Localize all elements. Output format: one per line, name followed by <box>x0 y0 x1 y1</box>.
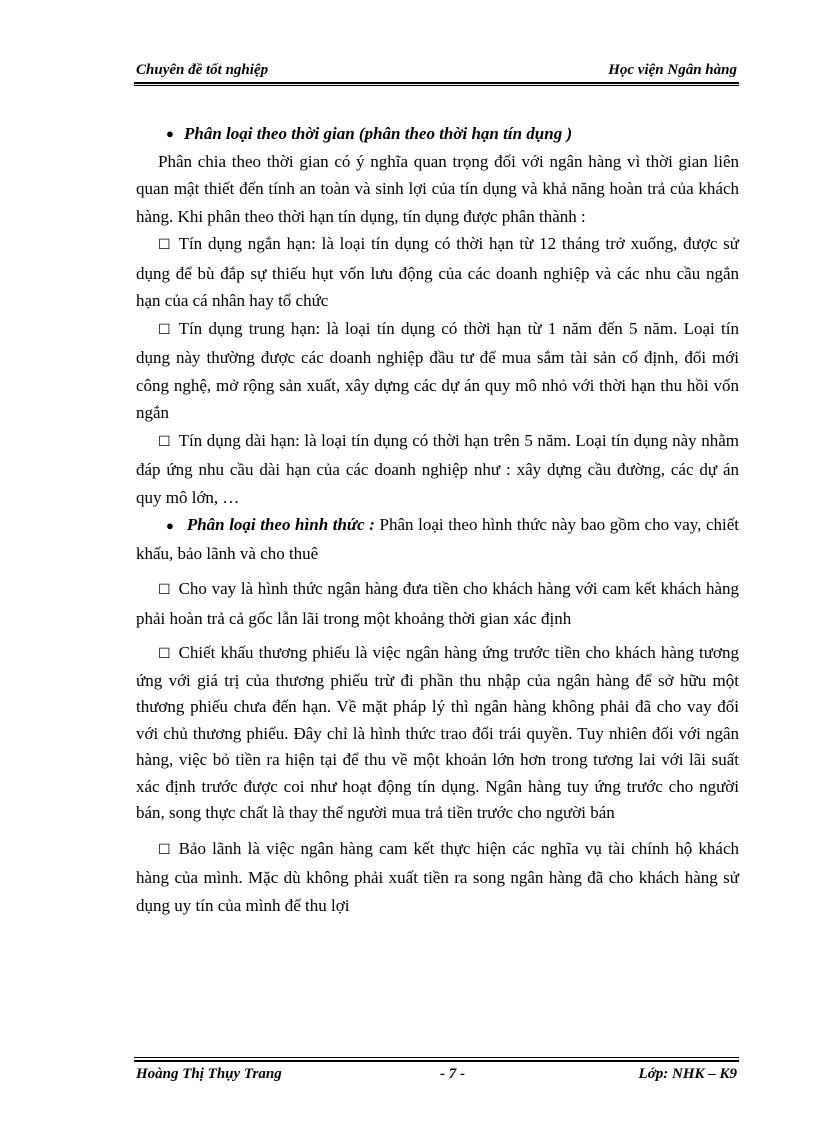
paragraph: ☐ Tín dụng ngắn hạn: là loại tín dụng có thời hạn từ 12 tháng trở xuống, được sử dụng để bù đắp sự thiếu hụt vốn lưu động của các doanh nghiệp và các nhu cầu ngắn hạn của cá nhân hay tổ chức <box>136 234 739 310</box>
paragraph: ☐ Tín dụng dài hạn: là loại tín dụng có thời hạn trên 5 năm. Loại tín dụng này nhằm đáp ứng nhu cầu dài hạn của các doanh nghiệp như : xây dựng cầu đường, các dự án quy mô lớn, … <box>136 430 739 507</box>
page-body <box>136 120 739 919</box>
footer-rule-thin <box>134 1057 739 1058</box>
header-rule-thin <box>134 85 739 86</box>
bullet-title: Phân loại theo hình thức : <box>186 515 375 534</box>
bullet-title: Phân loại theo thời gian (phân theo thời hạn tín dụng ) <box>184 124 573 143</box>
paragraph: ☐ Tín dụng trung hạn: là loại tín dụng có thời hạn từ 1 năm đến 5 năm. Loại tín dụng này thường được các doanh nghiệp đầu tư để mua sắm tài sản cố định, đổi mới công nghệ, mở rộng sản xuất, xây dựng các dự án quy mô nhỏ với thời hạn thu hồi vốn ngắn <box>136 318 739 422</box>
box-icon: ☐ <box>158 433 171 450</box>
footer-class: Lớp: NHK – K9 <box>638 1066 737 1082</box>
bullet-time-classification <box>136 120 739 148</box>
header-rule <box>134 82 739 84</box>
box-icon: ☐ <box>158 321 171 338</box>
bullet-icon: ● <box>166 518 175 533</box>
paragraph: ☐ Bảo lãnh là việc ngân hàng cam kết thực hiện các nghĩa vụ tài chính hộ khách hàng của mình. Mặc dù không phải xuất tiền ra song ngân hàng đã cho khách hàng sử dụng uy tín của mình để thu lợi <box>136 838 739 915</box>
page-footer <box>134 1066 739 1086</box>
page-number: - 7 - <box>440 1066 465 1082</box>
bullet-icon: ● <box>166 126 174 141</box>
paragraph: Phân chia theo thời gian có ý nghĩa quan trọng đối với ngân hàng vì thời gian liên quan mật thiết đến tính an toàn và sinh lợi của tín dụng và khả năng hoàn trả của khách hàng. Khi phân theo thời hạn tín dụng, tín dụng được phân thành : <box>136 151 739 226</box>
box-icon: ☐ <box>158 646 171 662</box>
bullet-form-classification <box>136 511 739 567</box>
footer-rule <box>134 1060 739 1062</box>
page-header <box>134 62 739 82</box>
paragraph: ☐ Cho vay là hình thức ngân hàng đưa tiền cho khách hàng với cam kết khách hàng phải hoàn trả cả gốc lẫn lãi trong một khoảng thời gian xác định <box>136 579 739 628</box>
box-icon: ☐ <box>158 237 171 253</box>
paragraph: ☐ Chiết khấu thương phiếu là việc ngân hàng ứng trước tiền cho khách hàng tương ứng với giá trị của thương phiếu trừ đi phần thu nhập của ngân hàng để sở hữu một thương phiếu chưa đến hạn. Về mặt pháp lý thì ngân hàng không phải đã cho vay đối với chủ thương phiếu. Đây chỉ là hình thức trao đổi trái quyền. Tuy nhiên đối với ngân hàng, việc bỏ tiền ra hiện tại để thu về một khoản lớn hơn trong tương lai với lãi suất xác định trước được coi như hoạt động tín dụng. Ngân hàng tuy ứng trước cho người bán, song thực chất là thay thế người mua trả tiền trước cho người bán <box>136 643 739 822</box>
header-left: Chuyên đề tốt nghiệp <box>136 62 269 78</box>
footer-author: Hoàng Thị Thụy Trang <box>136 1066 282 1082</box>
header-right: Học viện Ngân hàng <box>608 62 737 78</box>
bullet-text: Phân loại theo hình thức này bao gồm cho vay, chiết khấu, bảo lãnh và cho thuê <box>136 515 740 563</box>
box-icon: ☐ <box>158 841 171 858</box>
box-icon: ☐ <box>158 582 171 598</box>
